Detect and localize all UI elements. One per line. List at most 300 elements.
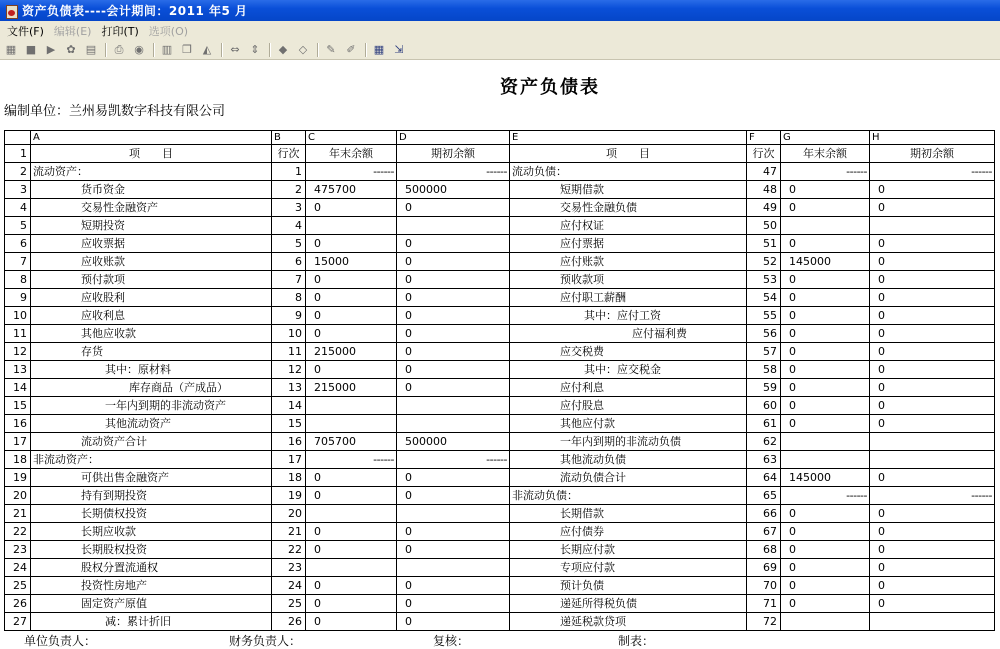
asset-year-end-cell[interactable]: 0 [306, 199, 397, 217]
asset-item-cell[interactable]: 可供出售金融资产 [31, 469, 272, 487]
asset-opening-cell[interactable]: 0 [397, 523, 510, 541]
liability-year-end-cell[interactable]: ------ [781, 163, 870, 181]
row-number[interactable]: 17 [5, 433, 31, 451]
print-preview-icon[interactable]: ◉ [134, 43, 144, 56]
liability-line-no-cell[interactable]: 58 [747, 361, 781, 379]
liability-year-end-cell[interactable]: 0 [781, 505, 870, 523]
arrow-down-icon[interactable]: ◇ [298, 43, 308, 56]
exit-icon[interactable]: ⇲ [394, 43, 404, 56]
asset-year-end-cell[interactable]: 0 [306, 235, 397, 253]
liability-line-no-cell[interactable]: 59 [747, 379, 781, 397]
row-number[interactable]: 26 [5, 595, 31, 613]
liability-year-end-cell[interactable]: 0 [781, 235, 870, 253]
edit-icon[interactable]: ✐ [346, 43, 356, 56]
tools-icon[interactable]: ✎ [326, 43, 336, 56]
liability-year-end-cell[interactable] [781, 433, 870, 451]
header-cell[interactable]: 行次 [747, 145, 781, 163]
liability-year-end-cell[interactable]: 0 [781, 361, 870, 379]
row-number[interactable]: 22 [5, 523, 31, 541]
row-number[interactable]: 13 [5, 361, 31, 379]
table-row [5, 541, 995, 559]
liability-line-no-cell[interactable]: 53 [747, 271, 781, 289]
row-number[interactable]: 19 [5, 469, 31, 487]
liability-line-no-cell[interactable]: 51 [747, 235, 781, 253]
asset-year-end-cell[interactable]: ------ [306, 163, 397, 181]
liability-opening-cell[interactable] [870, 451, 995, 469]
unit-head-label: 单位负责人： [24, 634, 97, 648]
asset-opening-cell[interactable]: 0 [397, 307, 510, 325]
calculate-icon[interactable]: ✿ [66, 43, 76, 56]
liability-opening-cell[interactable]: 0 [870, 199, 995, 217]
row-number[interactable]: 4 [5, 199, 31, 217]
liability-opening-cell[interactable]: 0 [870, 253, 995, 271]
asset-opening-cell[interactable] [397, 505, 510, 523]
row-number[interactable]: 21 [5, 505, 31, 523]
row-number[interactable]: 16 [5, 415, 31, 433]
liability-item-cell[interactable]: 应付票据 [510, 235, 747, 253]
asset-opening-cell[interactable]: ------ [397, 163, 510, 181]
asset-line-no-cell[interactable]: 11 [272, 343, 306, 361]
row-number[interactable]: 20 [5, 487, 31, 505]
liability-item-cell[interactable]: 应付债券 [510, 523, 747, 541]
asset-opening-cell[interactable]: 0 [397, 379, 510, 397]
asset-item-cell[interactable]: 减：累计折旧 [31, 613, 272, 631]
asset-line-no-cell[interactable]: 25 [272, 595, 306, 613]
balance-sheet-grid [4, 130, 995, 631]
corner-cell[interactable] [5, 131, 31, 145]
liability-line-no-cell[interactable]: 65 [747, 487, 781, 505]
print-icon[interactable]: ⎙ [114, 42, 124, 56]
asset-year-end-cell[interactable]: 15000 [306, 253, 397, 271]
stop-icon[interactable]: ■ [25, 43, 37, 56]
liability-line-no-cell[interactable]: 56 [747, 325, 781, 343]
liability-item-cell[interactable]: 交易性金融负债 [510, 199, 747, 217]
column-letter-G[interactable]: G [781, 131, 870, 145]
asset-line-no-cell[interactable]: 21 [272, 523, 306, 541]
row-number[interactable]: 7 [5, 253, 31, 271]
column-letter-C[interactable]: C [306, 131, 397, 145]
asset-item-cell[interactable]: 一年内到期的非流动资产 [31, 397, 272, 415]
liability-year-end-cell[interactable]: 0 [781, 559, 870, 577]
menu-print[interactable]: 打印(T) [101, 24, 139, 38]
asset-item-cell[interactable]: 应收账款 [31, 253, 272, 271]
asset-item-cell[interactable]: 应收股利 [31, 289, 272, 307]
row-number[interactable]: 18 [5, 451, 31, 469]
column-letter-B[interactable]: B [272, 131, 306, 145]
liability-line-no-cell[interactable]: 60 [747, 397, 781, 415]
liability-year-end-cell[interactable]: 0 [781, 289, 870, 307]
report-title: 资产负债表 [500, 77, 600, 98]
liability-item-cell[interactable]: 长期应付款 [510, 541, 747, 559]
liability-line-no-cell[interactable]: 64 [747, 469, 781, 487]
asset-opening-cell[interactable]: 0 [397, 577, 510, 595]
asset-opening-cell[interactable]: 0 [397, 613, 510, 631]
asset-item-cell[interactable]: 货币资金 [31, 181, 272, 199]
asset-line-no-cell[interactable]: 10 [272, 325, 306, 343]
asset-year-end-cell[interactable]: 0 [306, 541, 397, 559]
liability-item-cell[interactable]: 预计负债 [510, 577, 747, 595]
liability-item-cell[interactable]: 递延税款贷项 [510, 613, 747, 631]
liability-item-cell[interactable]: 其他流动负债 [510, 451, 747, 469]
asset-item-cell[interactable]: 股权分置流通权 [31, 559, 272, 577]
asset-line-no-cell[interactable]: 17 [272, 451, 306, 469]
menu-bar [0, 21, 1000, 40]
liability-year-end-cell[interactable]: 0 [781, 199, 870, 217]
asset-opening-cell[interactable] [397, 559, 510, 577]
row-number[interactable]: 2 [5, 163, 31, 181]
asset-year-end-cell[interactable]: 0 [306, 577, 397, 595]
liability-item-cell[interactable]: 应付股息 [510, 397, 747, 415]
liability-year-end-cell[interactable]: 0 [781, 343, 870, 361]
asset-year-end-cell[interactable]: 0 [306, 361, 397, 379]
liability-item-cell[interactable]: 专项应付款 [510, 559, 747, 577]
liability-line-no-cell[interactable]: 61 [747, 415, 781, 433]
report-title-wrap [0, 73, 1000, 99]
asset-year-end-cell[interactable] [306, 217, 397, 235]
asset-item-cell[interactable]: 流动资产合计 [31, 433, 272, 451]
liability-year-end-cell[interactable] [781, 613, 870, 631]
liability-item-cell[interactable]: 其中：应交税金 [510, 361, 747, 379]
row-number[interactable]: 25 [5, 577, 31, 595]
liability-opening-cell[interactable] [870, 217, 995, 235]
asset-year-end-cell[interactable]: 0 [306, 523, 397, 541]
liability-line-no-cell[interactable]: 72 [747, 613, 781, 631]
liability-item-cell[interactable]: 应付职工薪酬 [510, 289, 747, 307]
liability-item-cell[interactable]: 非流动负债： [510, 487, 747, 505]
liability-item-cell[interactable]: 一年内到期的非流动负债 [510, 433, 747, 451]
liability-year-end-cell[interactable]: 0 [781, 307, 870, 325]
row-number[interactable]: 24 [5, 559, 31, 577]
liability-line-no-cell[interactable]: 52 [747, 253, 781, 271]
asset-opening-cell[interactable] [397, 415, 510, 433]
asset-year-end-cell[interactable] [306, 415, 397, 433]
table-row [5, 559, 995, 577]
toolbar-separator [317, 43, 319, 57]
asset-line-no-cell[interactable]: 5 [272, 235, 306, 253]
asset-year-end-cell[interactable]: 0 [306, 613, 397, 631]
row-number[interactable]: 1 [5, 145, 31, 163]
liability-opening-cell[interactable]: 0 [870, 541, 995, 559]
asset-line-no-cell[interactable]: 9 [272, 307, 306, 325]
liability-opening-cell[interactable]: 0 [870, 235, 995, 253]
reviewer-label: 复核： [433, 634, 470, 648]
asset-opening-cell[interactable]: 500000 [397, 433, 510, 451]
asset-item-cell[interactable]: 库存商品（产成品） [31, 379, 272, 397]
asset-year-end-cell[interactable] [306, 397, 397, 415]
open-icon[interactable]: ▦ [5, 43, 17, 56]
liability-opening-cell[interactable]: 0 [870, 469, 995, 487]
header-cell[interactable]: 年末余额 [306, 145, 397, 163]
asset-opening-cell[interactable]: 0 [397, 595, 510, 613]
row-number[interactable]: 8 [5, 271, 31, 289]
asset-opening-cell[interactable]: 0 [397, 343, 510, 361]
liability-line-no-cell[interactable]: 69 [747, 559, 781, 577]
liability-line-no-cell[interactable]: 67 [747, 523, 781, 541]
liability-year-end-cell[interactable]: 0 [781, 379, 870, 397]
asset-opening-cell[interactable]: 0 [397, 199, 510, 217]
liability-opening-cell[interactable]: 0 [870, 361, 995, 379]
menu-file[interactable]: 文件(F) [7, 24, 44, 38]
asset-item-cell[interactable]: 固定资产原值 [31, 595, 272, 613]
asset-line-no-cell[interactable]: 20 [272, 505, 306, 523]
asset-opening-cell[interactable] [397, 397, 510, 415]
delete-icon[interactable]: ▥ [161, 43, 173, 56]
table-row [5, 595, 995, 613]
header-cell[interactable]: 期初余额 [870, 145, 995, 163]
liability-opening-cell[interactable]: 0 [870, 595, 995, 613]
table-row [5, 523, 995, 541]
liability-year-end-cell[interactable]: 0 [781, 181, 870, 199]
asset-line-no-cell[interactable]: 2 [272, 181, 306, 199]
asset-item-cell[interactable]: 应收票据 [31, 235, 272, 253]
asset-year-end-cell[interactable]: 0 [306, 325, 397, 343]
liability-year-end-cell[interactable]: 0 [781, 523, 870, 541]
liability-item-cell[interactable]: 应付权证 [510, 217, 747, 235]
liability-line-no-cell[interactable]: 48 [747, 181, 781, 199]
asset-item-cell[interactable]: 流动资产： [31, 163, 272, 181]
liability-item-cell[interactable]: 预收款项 [510, 271, 747, 289]
liability-line-no-cell[interactable]: 49 [747, 199, 781, 217]
column-letter-E[interactable]: E [510, 131, 747, 145]
asset-opening-cell[interactable]: 0 [397, 271, 510, 289]
copy-icon[interactable]: ❐ [182, 43, 192, 56]
liability-line-no-cell[interactable]: 66 [747, 505, 781, 523]
liability-item-cell[interactable]: 应付福利费 [510, 325, 747, 343]
company-label: 编制单位：兰州易凯数字科技有限公司 [4, 104, 226, 119]
liability-opening-cell[interactable]: 0 [870, 559, 995, 577]
grid-icon[interactable]: ▤ [85, 43, 97, 56]
liability-year-end-cell[interactable]: 0 [781, 271, 870, 289]
calculator-icon[interactable]: ▦ [373, 43, 385, 56]
asset-opening-cell[interactable]: ------ [397, 451, 510, 469]
liability-opening-cell[interactable]: 0 [870, 577, 995, 595]
asset-item-cell[interactable]: 长期应收款 [31, 523, 272, 541]
liability-item-cell[interactable]: 应付账款 [510, 253, 747, 271]
asset-year-end-cell[interactable]: 0 [306, 595, 397, 613]
liability-year-end-cell[interactable]: 0 [781, 595, 870, 613]
asset-year-end-cell[interactable]: 215000 [306, 343, 397, 361]
header-cell[interactable]: 项 目 [31, 145, 272, 163]
asset-year-end-cell[interactable]: 0 [306, 271, 397, 289]
liability-item-cell[interactable]: 应交税费 [510, 343, 747, 361]
arrow-up-icon[interactable]: ◆ [278, 43, 288, 56]
row-number[interactable]: 5 [5, 217, 31, 235]
liability-opening-cell[interactable]: 0 [870, 523, 995, 541]
toolbar-separator [153, 43, 155, 57]
header-cell[interactable]: 期初余额 [397, 145, 510, 163]
asset-opening-cell[interactable]: 0 [397, 325, 510, 343]
liability-opening-cell[interactable]: 0 [870, 505, 995, 523]
asset-line-no-cell[interactable]: 18 [272, 469, 306, 487]
asset-line-no-cell[interactable]: 7 [272, 271, 306, 289]
column-letter-A[interactable]: A [31, 131, 272, 145]
liability-opening-cell[interactable]: 0 [870, 397, 995, 415]
column-letter-F[interactable]: F [747, 131, 781, 145]
row-height-icon[interactable]: ⇕ [250, 43, 260, 56]
asset-item-cell[interactable]: 长期债权投资 [31, 505, 272, 523]
row-number[interactable]: 9 [5, 289, 31, 307]
header-cell[interactable]: 年末余额 [781, 145, 870, 163]
asset-line-no-cell[interactable]: 23 [272, 559, 306, 577]
header-cell[interactable]: 行次 [272, 145, 306, 163]
liability-item-cell[interactable]: 流动负债： [510, 163, 747, 181]
table-row [5, 577, 995, 595]
liability-year-end-cell[interactable]: 0 [781, 541, 870, 559]
row-number[interactable]: 23 [5, 541, 31, 559]
asset-line-no-cell[interactable]: 16 [272, 433, 306, 451]
asset-line-no-cell[interactable]: 13 [272, 379, 306, 397]
liability-line-no-cell[interactable]: 57 [747, 343, 781, 361]
table-row [5, 253, 995, 271]
asset-line-no-cell[interactable]: 12 [272, 361, 306, 379]
paste-icon[interactable]: ◭ [202, 43, 212, 56]
liability-item-cell[interactable]: 应付利息 [510, 379, 747, 397]
asset-item-cell[interactable]: 投资性房地产 [31, 577, 272, 595]
liability-opening-cell[interactable]: 0 [870, 325, 995, 343]
asset-line-no-cell[interactable]: 24 [272, 577, 306, 595]
asset-item-cell[interactable]: 短期投资 [31, 217, 272, 235]
asset-opening-cell[interactable]: 0 [397, 541, 510, 559]
asset-opening-cell[interactable]: 0 [397, 487, 510, 505]
asset-opening-cell[interactable]: 0 [397, 469, 510, 487]
asset-item-cell[interactable]: 长期股权投资 [31, 541, 272, 559]
liability-opening-cell[interactable]: 0 [870, 289, 995, 307]
liability-line-no-cell[interactable]: 70 [747, 577, 781, 595]
table-row [5, 451, 995, 469]
toolbar [0, 40, 1000, 60]
asset-year-end-cell[interactable]: ------ [306, 451, 397, 469]
asset-year-end-cell[interactable]: 0 [306, 307, 397, 325]
asset-line-no-cell[interactable]: 26 [272, 613, 306, 631]
table-row [5, 217, 995, 235]
table-row [5, 469, 995, 487]
row-number[interactable]: 11 [5, 325, 31, 343]
liability-year-end-cell[interactable]: 145000 [781, 253, 870, 271]
play-icon[interactable]: ▶ [46, 43, 56, 56]
liability-opening-cell[interactable]: 0 [870, 307, 995, 325]
liability-item-cell[interactable]: 其中：应付工资 [510, 307, 747, 325]
asset-year-end-cell[interactable] [306, 505, 397, 523]
liability-item-cell[interactable]: 递延所得税负债 [510, 595, 747, 613]
table-row [5, 289, 995, 307]
row-number[interactable]: 15 [5, 397, 31, 415]
table-row [5, 307, 995, 325]
asset-item-cell[interactable]: 其他应收款 [31, 325, 272, 343]
table-row [5, 487, 995, 505]
column-letter-H[interactable]: H [870, 131, 995, 145]
asset-line-no-cell[interactable]: 1 [272, 163, 306, 181]
asset-year-end-cell[interactable]: 475700 [306, 181, 397, 199]
row-number[interactable]: 27 [5, 613, 31, 631]
liability-item-cell[interactable]: 短期借款 [510, 181, 747, 199]
asset-line-no-cell[interactable]: 22 [272, 541, 306, 559]
liability-opening-cell[interactable] [870, 613, 995, 631]
liability-opening-cell[interactable]: 0 [870, 379, 995, 397]
asset-year-end-cell[interactable]: 0 [306, 289, 397, 307]
liability-year-end-cell[interactable] [781, 451, 870, 469]
liability-year-end-cell[interactable] [781, 217, 870, 235]
asset-year-end-cell[interactable]: 0 [306, 469, 397, 487]
asset-item-cell[interactable]: 存货 [31, 343, 272, 361]
header-cell[interactable]: 项 目 [510, 145, 747, 163]
row-number[interactable]: 14 [5, 379, 31, 397]
liability-item-cell[interactable]: 长期借款 [510, 505, 747, 523]
asset-opening-cell[interactable]: 500000 [397, 181, 510, 199]
asset-opening-cell[interactable]: 0 [397, 289, 510, 307]
asset-opening-cell[interactable] [397, 217, 510, 235]
liability-item-cell[interactable]: 其他应付款 [510, 415, 747, 433]
liability-year-end-cell[interactable]: 145000 [781, 469, 870, 487]
liability-year-end-cell[interactable]: 0 [781, 415, 870, 433]
asset-line-no-cell[interactable]: 15 [272, 415, 306, 433]
asset-year-end-cell[interactable]: 215000 [306, 379, 397, 397]
asset-year-end-cell[interactable] [306, 559, 397, 577]
liability-line-no-cell[interactable]: 55 [747, 307, 781, 325]
app-icon [4, 4, 18, 18]
liability-line-no-cell[interactable]: 71 [747, 595, 781, 613]
asset-line-no-cell[interactable]: 4 [272, 217, 306, 235]
asset-item-cell[interactable]: 交易性金融资产 [31, 199, 272, 217]
asset-item-cell[interactable]: 持有到期投资 [31, 487, 272, 505]
liability-year-end-cell[interactable]: ------ [781, 487, 870, 505]
row-number[interactable]: 6 [5, 235, 31, 253]
liability-opening-cell[interactable]: 0 [870, 415, 995, 433]
asset-opening-cell[interactable]: 0 [397, 235, 510, 253]
liability-line-no-cell[interactable]: 50 [747, 217, 781, 235]
col-width-icon[interactable]: ⇔ [230, 43, 240, 56]
liability-line-no-cell[interactable]: 68 [747, 541, 781, 559]
asset-item-cell[interactable]: 其中：原材料 [31, 361, 272, 379]
asset-line-no-cell[interactable]: 19 [272, 487, 306, 505]
liability-opening-cell[interactable]: 0 [870, 343, 995, 361]
asset-line-no-cell[interactable]: 14 [272, 397, 306, 415]
asset-opening-cell[interactable]: 0 [397, 361, 510, 379]
liability-opening-cell[interactable] [870, 433, 995, 451]
asset-item-cell[interactable]: 应收利息 [31, 307, 272, 325]
liability-year-end-cell[interactable]: 0 [781, 325, 870, 343]
liability-year-end-cell[interactable]: 0 [781, 577, 870, 595]
asset-year-end-cell[interactable]: 0 [306, 487, 397, 505]
row-number[interactable]: 12 [5, 343, 31, 361]
asset-item-cell[interactable]: 非流动资产： [31, 451, 272, 469]
liability-year-end-cell[interactable]: 0 [781, 397, 870, 415]
liability-line-no-cell[interactable]: 47 [747, 163, 781, 181]
toolbar-separator [105, 43, 107, 57]
liability-line-no-cell[interactable]: 54 [747, 289, 781, 307]
liability-opening-cell[interactable]: ------ [870, 163, 995, 181]
liability-opening-cell[interactable]: 0 [870, 181, 995, 199]
table-row [5, 379, 995, 397]
asset-opening-cell[interactable]: 0 [397, 253, 510, 271]
row-number[interactable]: 3 [5, 181, 31, 199]
liability-opening-cell[interactable]: ------ [870, 487, 995, 505]
asset-item-cell[interactable]: 其他流动资产 [31, 415, 272, 433]
liability-opening-cell[interactable]: 0 [870, 271, 995, 289]
asset-line-no-cell[interactable]: 8 [272, 289, 306, 307]
column-letter-D[interactable]: D [397, 131, 510, 145]
asset-item-cell[interactable]: 预付款项 [31, 271, 272, 289]
row-number[interactable]: 10 [5, 307, 31, 325]
menu-options[interactable]: 选项(O) [148, 24, 189, 38]
asset-line-no-cell[interactable]: 6 [272, 253, 306, 271]
liability-line-no-cell[interactable]: 62 [747, 433, 781, 451]
asset-year-end-cell[interactable]: 705700 [306, 433, 397, 451]
liability-line-no-cell[interactable]: 63 [747, 451, 781, 469]
toolbar-separator [365, 43, 367, 57]
menu-edit[interactable]: 编辑(E) [53, 24, 92, 38]
liability-item-cell[interactable]: 流动负债合计 [510, 469, 747, 487]
asset-line-no-cell[interactable]: 3 [272, 199, 306, 217]
